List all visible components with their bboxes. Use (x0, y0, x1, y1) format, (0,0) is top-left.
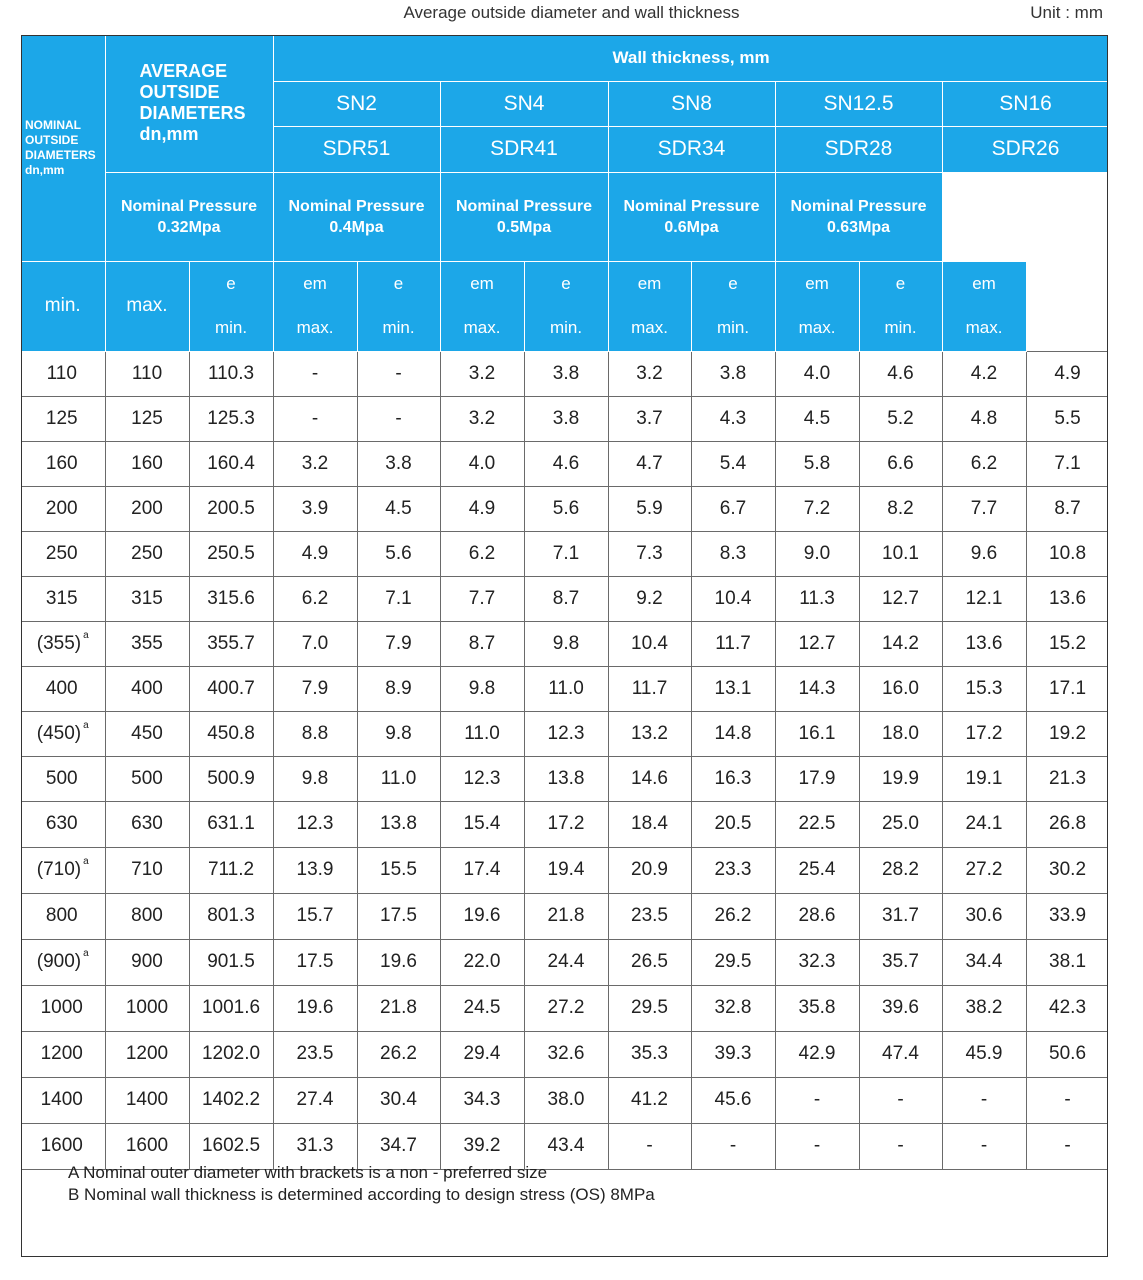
table-cell: 15.4 (440, 801, 524, 847)
table-cell: 901.5 (189, 939, 273, 985)
table-row (21, 486, 1108, 531)
table-cell: - (1026, 1077, 1108, 1123)
nominal-diameter-cell: 1000 (21, 985, 105, 1031)
table-cell: 4.9 (440, 486, 524, 531)
table-cell: 9.8 (440, 666, 524, 711)
table-cell: 21.8 (524, 893, 608, 939)
table-row (21, 847, 1108, 893)
table-cell: 17.5 (273, 939, 357, 985)
footnote-marker: a (83, 719, 89, 731)
table-cell: 35.7 (859, 939, 942, 985)
table-cell: 450.8 (189, 711, 273, 756)
table-cell: 5.2 (859, 396, 942, 441)
table-cell: 16.0 (859, 666, 942, 711)
table-cell: - (859, 1123, 942, 1169)
table-cell: 9.8 (273, 756, 357, 801)
footnote-marker: a (83, 856, 89, 867)
table-cell: 14.6 (608, 756, 691, 801)
table-cell: 7.7 (942, 486, 1026, 531)
sdr-header: SDR26 (942, 126, 1108, 172)
table-cell: 3.8 (691, 351, 775, 396)
pressure-header: Nominal Pressure 0.4Mpa (273, 172, 440, 261)
e-min-header: e min. (524, 261, 608, 351)
table-cell: 4.3 (691, 396, 775, 441)
table-cell: - (859, 1077, 942, 1123)
table-cell: 11.7 (608, 666, 691, 711)
table-cell: 6.7 (691, 486, 775, 531)
table-cell: 200.5 (189, 486, 273, 531)
table-cell: 19.4 (524, 847, 608, 893)
table-cell: 15.5 (357, 847, 440, 893)
sn-header: SN2 (273, 81, 440, 126)
table-cell: 22.0 (440, 939, 524, 985)
table-cell: 31.3 (273, 1123, 357, 1169)
table-cell: - (608, 1123, 691, 1169)
table-row (21, 893, 1108, 939)
sdr-header: SDR34 (608, 126, 775, 172)
table-cell: 12.3 (524, 711, 608, 756)
table-cell: 23.5 (608, 893, 691, 939)
table-cell: 15.2 (1026, 621, 1108, 666)
table-cell: 7.3 (608, 531, 691, 576)
nominal-diameter-cell: 400 (21, 666, 105, 711)
table-cell: 27.2 (942, 847, 1026, 893)
sdr-header: SDR51 (273, 126, 440, 172)
table-cell: 19.1 (942, 756, 1026, 801)
table-cell: 9.8 (524, 621, 608, 666)
table-cell: 6.6 (859, 441, 942, 486)
table-cell: 39.3 (691, 1031, 775, 1077)
nominal-diameter-cell: 125 (21, 396, 105, 441)
table-cell: 17.2 (942, 711, 1026, 756)
table-cell: 8.3 (691, 531, 775, 576)
table-row (21, 396, 1108, 441)
table-cell: 6.2 (273, 576, 357, 621)
table-body (21, 351, 1108, 1169)
table-cell: 1602.5 (189, 1123, 273, 1169)
table-cell: 25.4 (775, 847, 859, 893)
table-cell: 5.4 (691, 441, 775, 486)
nominal-diameter-cell: 110 (21, 351, 105, 396)
table-cell: 7.1 (357, 576, 440, 621)
table-cell: 900 (105, 939, 189, 985)
table-cell: 6.2 (942, 441, 1026, 486)
table-cell: 9.6 (942, 531, 1026, 576)
table-cell: 400 (105, 666, 189, 711)
table-cell: 13.1 (691, 666, 775, 711)
avg-max-header: max. (105, 261, 189, 351)
table-cell: - (775, 1123, 859, 1169)
table-cell: 250.5 (189, 531, 273, 576)
table-cell: 11.0 (524, 666, 608, 711)
table-cell: 1000 (105, 985, 189, 1031)
table-cell: 26.8 (1026, 801, 1108, 847)
sn-header: SN12.5 (775, 81, 942, 126)
table-cell: 500.9 (189, 756, 273, 801)
table-cell: 10.4 (691, 576, 775, 621)
table-cell: 125.3 (189, 396, 273, 441)
table-cell: 13.2 (608, 711, 691, 756)
table-cell: 19.6 (273, 985, 357, 1031)
table-cell: 7.1 (524, 531, 608, 576)
table-cell: 3.2 (440, 396, 524, 441)
table-cell: 23.3 (691, 847, 775, 893)
table-cell: 5.9 (608, 486, 691, 531)
table-row (21, 939, 1108, 985)
table-cell: 110 (105, 351, 189, 396)
nominal-diameter-cell: (710) $^a$ (21, 847, 105, 893)
table-cell: 12.1 (942, 576, 1026, 621)
table-cell: 200 (105, 486, 189, 531)
nominal-diameter-cell: 250 (21, 531, 105, 576)
table-header (21, 35, 1108, 351)
table-cell: 315.6 (189, 576, 273, 621)
table-cell: 11.0 (440, 711, 524, 756)
table-cell: 631.1 (189, 801, 273, 847)
nominal-diameter-cell: (450) $^a$ (21, 711, 105, 756)
table-cell: 4.7 (608, 441, 691, 486)
pressure-header: Nominal Pressure 0.63Mpa (775, 172, 942, 261)
table-cell: 45.9 (942, 1031, 1026, 1077)
table-cell: 13.9 (273, 847, 357, 893)
table-cell: 8.7 (524, 576, 608, 621)
table-cell: 47.4 (859, 1031, 942, 1077)
nominal-diameter-cell: 160 (21, 441, 105, 486)
table-cell: 29.5 (691, 939, 775, 985)
table-row (21, 756, 1108, 801)
table-cell: 33.9 (1026, 893, 1108, 939)
table-cell: 22.5 (775, 801, 859, 847)
table-row (21, 801, 1108, 847)
table-cell: 32.6 (524, 1031, 608, 1077)
table-cell: 11.7 (691, 621, 775, 666)
table-cell: 800 (105, 893, 189, 939)
sn-header: SN16 (942, 81, 1108, 126)
table-cell: - (942, 1077, 1026, 1123)
table-cell: 14.3 (775, 666, 859, 711)
table-cell: 30.6 (942, 893, 1026, 939)
table-cell: 21.8 (357, 985, 440, 1031)
table-cell: 1402.2 (189, 1077, 273, 1123)
table-cell: 8.7 (440, 621, 524, 666)
table-cell: 29.4 (440, 1031, 524, 1077)
table-cell: 41.2 (608, 1077, 691, 1123)
table-row (21, 441, 1108, 486)
table-cell: 13.8 (357, 801, 440, 847)
table-cell: 15.3 (942, 666, 1026, 711)
table-cell: 3.8 (357, 441, 440, 486)
table-cell: 6.2 (440, 531, 524, 576)
table-cell: 27.2 (524, 985, 608, 1031)
table-cell: 3.8 (524, 351, 608, 396)
table-cell: 42.9 (775, 1031, 859, 1077)
table-cell: 12.3 (273, 801, 357, 847)
table-cell: 26.5 (608, 939, 691, 985)
table-row (21, 531, 1108, 576)
table-cell: 1202.0 (189, 1031, 273, 1077)
nominal-diameter-header: NOMINAL OUTSIDE DIAMETERS dn,mm (21, 35, 105, 261)
sdr-header: SDR28 (775, 126, 942, 172)
table-cell: 12.7 (775, 621, 859, 666)
table-cell: 10.8 (1026, 531, 1108, 576)
sn-header: SN8 (608, 81, 775, 126)
table-cell: 20.5 (691, 801, 775, 847)
table-cell: 13.6 (942, 621, 1026, 666)
table-cell: 43.4 (524, 1123, 608, 1169)
table-cell: 39.6 (859, 985, 942, 1031)
table-cell: 25.0 (859, 801, 942, 847)
unit-label: Unit : mm (1030, 3, 1103, 22)
table-cell: 7.9 (357, 621, 440, 666)
table-cell: 5.5 (1026, 396, 1108, 441)
table-cell: 35.3 (608, 1031, 691, 1077)
footnote-marker: a (83, 948, 89, 959)
e-min-header: e min. (189, 261, 273, 351)
table-cell: 10.4 (608, 621, 691, 666)
table-cell: 14.2 (859, 621, 942, 666)
table-cell: 30.2 (1026, 847, 1108, 893)
average-diameter-header: AVERAGE OUTSIDE DIAMETERS dn,mm (105, 35, 273, 172)
table-cell: 17.5 (357, 893, 440, 939)
table-cell: 34.4 (942, 939, 1026, 985)
nominal-diameter-cell: 1600 (21, 1123, 105, 1169)
e-min-header: e min. (357, 261, 440, 351)
table-cell: 4.5 (775, 396, 859, 441)
table-cell: 5.8 (775, 441, 859, 486)
table-cell: 400.7 (189, 666, 273, 711)
table-cell: 8.7 (1026, 486, 1108, 531)
table-cell: 3.8 (524, 396, 608, 441)
table-cell: 10.1 (859, 531, 942, 576)
table-cell: 4.9 (273, 531, 357, 576)
table-cell: 7.7 (440, 576, 524, 621)
table-cell: 12.7 (859, 576, 942, 621)
dimension-table-frame (21, 35, 1108, 1257)
table-cell: 7.1 (1026, 441, 1108, 486)
table-cell: 4.0 (440, 441, 524, 486)
table-cell: 500 (105, 756, 189, 801)
table-cell: 17.9 (775, 756, 859, 801)
nominal-diameter-cell: 630 (21, 801, 105, 847)
table-cell: 7.2 (775, 486, 859, 531)
table-row (21, 621, 1108, 666)
table-cell: 30.4 (357, 1077, 440, 1123)
footnote-marker: a (83, 629, 89, 641)
table-cell: 450 (105, 711, 189, 756)
table-cell: 5.6 (524, 486, 608, 531)
table-cell: 4.5 (357, 486, 440, 531)
table-cell: 8.2 (859, 486, 942, 531)
table-cell: 17.1 (1026, 666, 1108, 711)
footnote-a: A Nominal outer diameter with brackets is a non - preferred size (68, 1163, 548, 1182)
em-max-header: em max. (942, 261, 1026, 351)
table-cell: 1600 (105, 1123, 189, 1169)
table-cell: 9.0 (775, 531, 859, 576)
dimension-table (21, 35, 1108, 1170)
table-cell: 711.2 (189, 847, 273, 893)
table-cell: 38.0 (524, 1077, 608, 1123)
table-row (21, 985, 1108, 1031)
table-cell: 26.2 (691, 893, 775, 939)
table-cell: 19.6 (357, 939, 440, 985)
table-cell: 31.7 (859, 893, 942, 939)
table-cell: 24.4 (524, 939, 608, 985)
table-cell: 42.3 (1026, 985, 1108, 1031)
table-cell: 3.2 (273, 441, 357, 486)
table-cell: 11.0 (357, 756, 440, 801)
table-cell: 17.2 (524, 801, 608, 847)
table-title: Average outside diameter and wall thickness (403, 3, 740, 22)
table-cell: 7.9 (273, 666, 357, 711)
table-cell: 4.6 (524, 441, 608, 486)
table-cell: 9.8 (357, 711, 440, 756)
table-row (21, 351, 1108, 396)
table-cell: 29.5 (608, 985, 691, 1031)
table-cell: - (1026, 1123, 1108, 1169)
sn-header: SN4 (440, 81, 608, 126)
table-cell: 8.8 (273, 711, 357, 756)
footnotes (68, 1162, 655, 1206)
table-cell: 160 (105, 441, 189, 486)
nominal-diameter-cell: 500 (21, 756, 105, 801)
table-cell: - (691, 1123, 775, 1169)
table-cell: 160.4 (189, 441, 273, 486)
table-cell: 24.1 (942, 801, 1026, 847)
table-cell: 26.2 (357, 1031, 440, 1077)
table-cell: 23.5 (273, 1031, 357, 1077)
pressure-header: Nominal Pressure 0.5Mpa (440, 172, 608, 261)
table-cell: 28.2 (859, 847, 942, 893)
table-cell: 3.2 (608, 351, 691, 396)
table-cell: 38.2 (942, 985, 1026, 1031)
footnote-b: B Nominal wall thickness is determined according to design stress (OS) 8MPa (68, 1185, 655, 1204)
table-cell: 38.1 (1026, 939, 1108, 985)
table-cell: 4.0 (775, 351, 859, 396)
table-row (21, 576, 1108, 621)
avg-min-header: min. (21, 261, 105, 351)
table-cell: 35.8 (775, 985, 859, 1031)
table-cell: 11.3 (775, 576, 859, 621)
table-cell: 4.8 (942, 396, 1026, 441)
table-cell: 3.7 (608, 396, 691, 441)
e-min-header: e min. (691, 261, 775, 351)
em-max-header: em max. (775, 261, 859, 351)
table-cell: 19.6 (440, 893, 524, 939)
table-cell: 18.0 (859, 711, 942, 756)
table-cell: 18.4 (608, 801, 691, 847)
table-cell: 27.4 (273, 1077, 357, 1123)
table-cell: 5.6 (357, 531, 440, 576)
table-row (21, 666, 1108, 711)
nominal-diameter-cell: 800 (21, 893, 105, 939)
table-row (21, 1031, 1108, 1077)
nominal-diameter-cell: (355) $^a$ (21, 621, 105, 666)
table-cell: - (357, 351, 440, 396)
table-cell: 50.6 (1026, 1031, 1108, 1077)
table-cell: 16.1 (775, 711, 859, 756)
nominal-diameter-cell: 200 (21, 486, 105, 531)
em-max-header: em max. (440, 261, 524, 351)
table-cell: 34.7 (357, 1123, 440, 1169)
sdr-header: SDR41 (440, 126, 608, 172)
table-cell: 4.9 (1026, 351, 1108, 396)
nominal-diameter-cell: 1200 (21, 1031, 105, 1077)
table-cell: 1400 (105, 1077, 189, 1123)
pressure-header: Nominal Pressure 0.32Mpa (105, 172, 273, 261)
table-cell: 19.9 (859, 756, 942, 801)
table-cell: 125 (105, 396, 189, 441)
table-cell: 12.3 (440, 756, 524, 801)
table-cell: 8.9 (357, 666, 440, 711)
table-cell: 28.6 (775, 893, 859, 939)
table-cell: - (273, 351, 357, 396)
table-cell: 315 (105, 576, 189, 621)
table-cell: 1200 (105, 1031, 189, 1077)
table-cell: 17.4 (440, 847, 524, 893)
table-cell: 710 (105, 847, 189, 893)
table-cell: 24.5 (440, 985, 524, 1031)
table-cell: 4.2 (942, 351, 1026, 396)
nominal-diameter-cell: 1400 (21, 1077, 105, 1123)
table-row (21, 711, 1108, 756)
table-cell: 355 (105, 621, 189, 666)
table-cell: 1001.6 (189, 985, 273, 1031)
table-cell: 13.8 (524, 756, 608, 801)
table-cell: 7.0 (273, 621, 357, 666)
table-cell: 250 (105, 531, 189, 576)
table-cell: - (273, 396, 357, 441)
wall-thickness-header: Wall thickness, mm (273, 35, 1108, 81)
nominal-diameter-cell: 315 (21, 576, 105, 621)
table-cell: 19.2 (1026, 711, 1108, 756)
table-cell: 9.2 (608, 576, 691, 621)
table-cell: 15.7 (273, 893, 357, 939)
table-cell: 21.3 (1026, 756, 1108, 801)
table-cell: 355.7 (189, 621, 273, 666)
table-cell: 32.3 (775, 939, 859, 985)
table-cell: 20.9 (608, 847, 691, 893)
table-cell: - (942, 1123, 1026, 1169)
pressure-header: Nominal Pressure 0.6Mpa (608, 172, 775, 261)
table-cell: 13.6 (1026, 576, 1108, 621)
table-cell: 39.2 (440, 1123, 524, 1169)
table-cell: 14.8 (691, 711, 775, 756)
table-cell: - (775, 1077, 859, 1123)
table-cell: 110.3 (189, 351, 273, 396)
table-cell: 32.8 (691, 985, 775, 1031)
table-cell: 4.6 (859, 351, 942, 396)
table-cell: 16.3 (691, 756, 775, 801)
table-cell: 630 (105, 801, 189, 847)
table-cell: 3.2 (440, 351, 524, 396)
em-max-header: em max. (608, 261, 691, 351)
table-row (21, 1077, 1108, 1123)
table-cell: 801.3 (189, 893, 273, 939)
em-max-header: em max. (273, 261, 357, 351)
table-cell: 34.3 (440, 1077, 524, 1123)
nominal-diameter-cell: (900) $^a$ (21, 939, 105, 985)
table-cell: 3.9 (273, 486, 357, 531)
e-min-header: e min. (859, 261, 942, 351)
table-cell: - (357, 396, 440, 441)
table-cell: 45.6 (691, 1077, 775, 1123)
